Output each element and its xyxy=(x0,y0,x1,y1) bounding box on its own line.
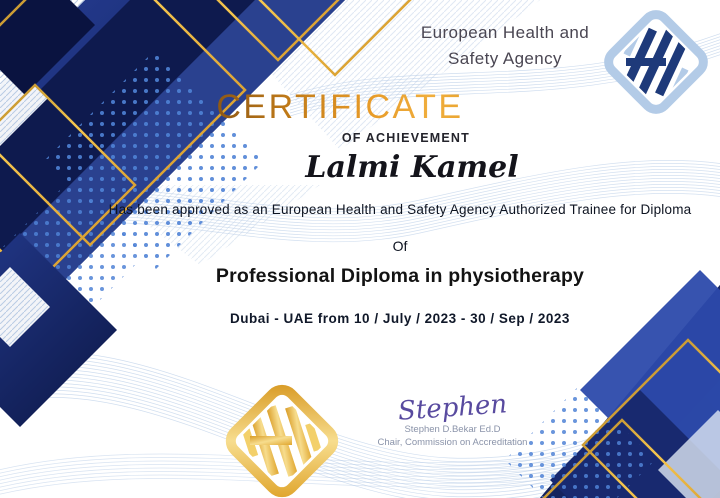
date-location-line: Dubai - UAE from 10 / July / 2023 - 30 / Sep / 2023 xyxy=(230,311,570,326)
signatory-role: Chair, Commission on Accreditation xyxy=(377,436,528,448)
title-block xyxy=(210,88,470,145)
agency-name-line2: Safety Agency xyxy=(448,49,562,69)
certificate-title: CERTIFICATE xyxy=(210,88,470,127)
signature-block xyxy=(355,389,550,448)
corner-decoration-bottom-right xyxy=(505,270,720,498)
of-label: Of xyxy=(392,238,408,254)
agency-logo-icon xyxy=(600,6,712,118)
diamond-stripes-seal-gold xyxy=(222,382,342,498)
signatory-name: Stephen D.Bekar Ed.D xyxy=(404,423,501,435)
recipient-name: Lalmi Kamel xyxy=(305,150,519,185)
agency-name xyxy=(385,20,625,73)
approval-line: Has been approved as an European Health and Safety Agency Authorized Trainee for Diploma xyxy=(108,202,692,217)
certificate-subtitle: OF ACHIEVEMENT xyxy=(341,131,470,145)
program-name: Professional Diploma in physiotherapy xyxy=(215,265,585,287)
diamond-stripes-logo-blue xyxy=(600,6,712,118)
signature-script: Stephen xyxy=(396,389,508,427)
agency-name-line1: European Health and xyxy=(420,23,590,42)
gold-seal-icon xyxy=(222,382,342,498)
